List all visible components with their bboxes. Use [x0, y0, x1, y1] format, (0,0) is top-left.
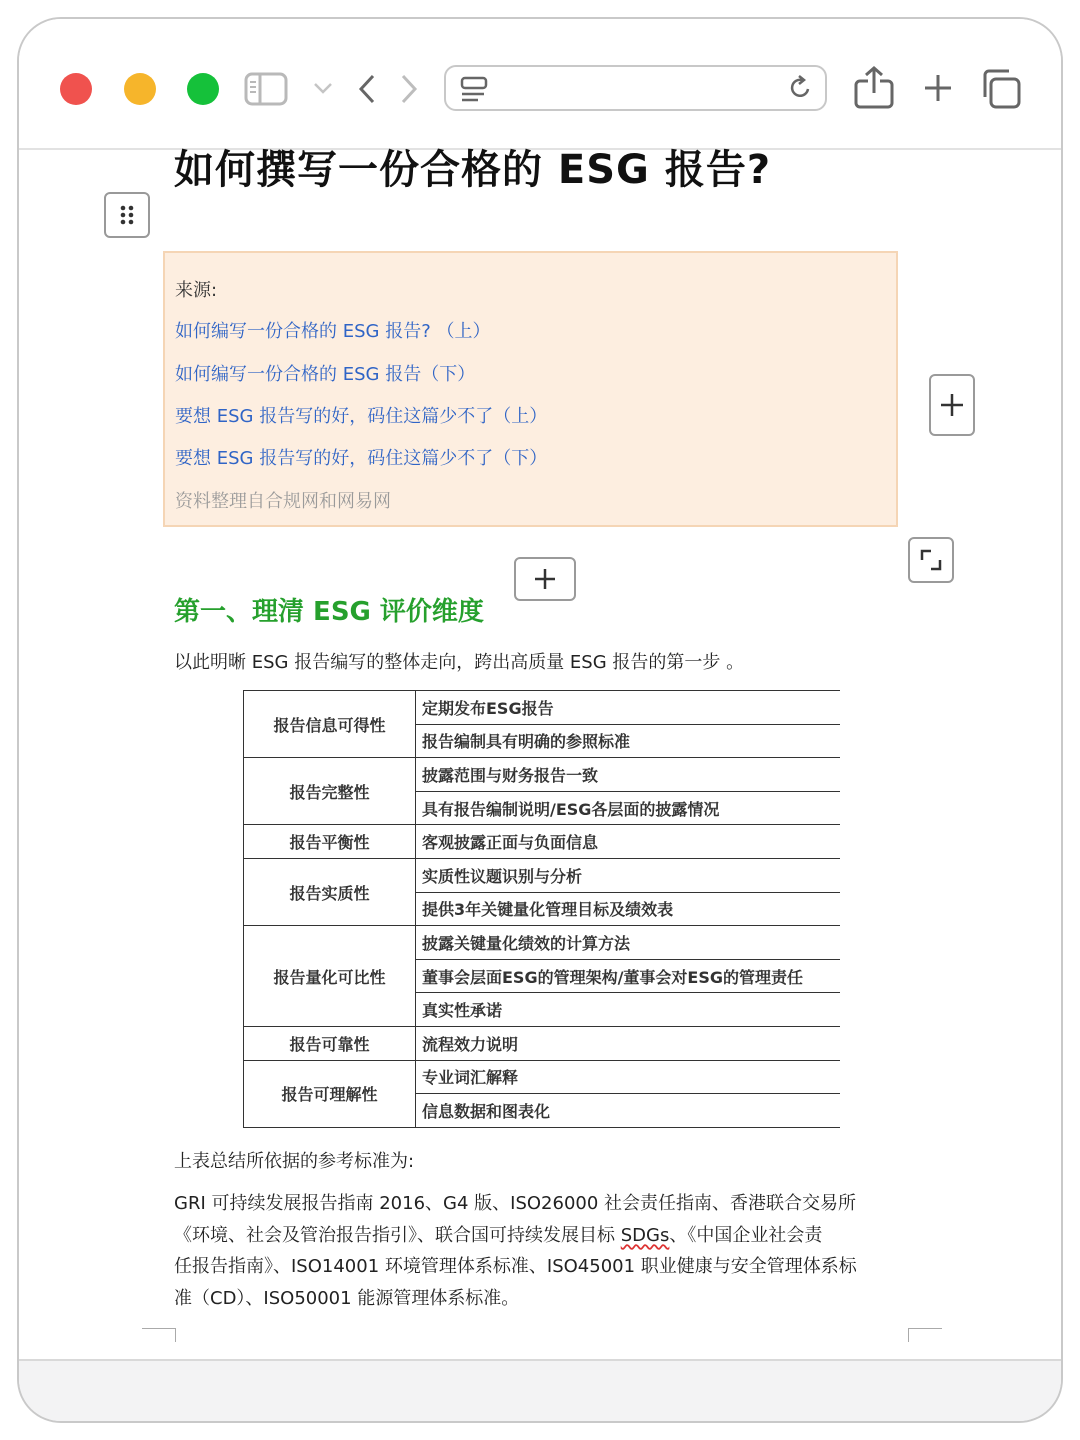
table-item: 披露范围与财务报告一致: [416, 758, 841, 792]
table-row: [244, 825, 841, 859]
table-category: 报告完整性: [244, 758, 416, 825]
table-category: 报告可靠性: [244, 1026, 416, 1060]
table-item: 披露关键量化绩效的计算方法: [416, 926, 841, 960]
table-item: 提供3年关键量化管理目标及绩效表: [416, 892, 841, 926]
site-icon: [460, 76, 488, 106]
paragraph-segment: 《环境、社会及管治报告指引》、联合国可持续发展目标: [174, 1224, 621, 1246]
source-link-4[interactable]: 要想 ESG 报告写的好，码住这篇少不了（下）: [175, 448, 548, 469]
page-corner-mark-left: [142, 1328, 176, 1342]
reload-icon[interactable]: [789, 75, 813, 105]
drag-handle-button[interactable]: [104, 192, 150, 238]
expand-button[interactable]: [908, 537, 954, 583]
paragraph-line: GRI 可持续发展报告指南 2016、G4 版、ISO26000 社会责任指南、香港联合交易所: [174, 1193, 857, 1214]
sidebar-icon[interactable]: [244, 72, 288, 106]
table-category: 报告实质性: [244, 858, 416, 925]
page-title: 如何撰写一份合格的 ESG 报告?: [174, 147, 772, 193]
source-link-1[interactable]: 如何编写一份合格的 ESG 报告? （上）: [175, 321, 491, 342]
close-window-button[interactable]: [60, 73, 92, 105]
paragraph-segment: 、《中国企业社会责: [669, 1224, 823, 1246]
table-item: 流程效力说明: [416, 1026, 841, 1060]
source-label: 来源:: [175, 280, 218, 301]
page-corner-mark-right: [908, 1328, 942, 1342]
esg-dimensions-table: [243, 690, 840, 1128]
address-bar[interactable]: [444, 65, 827, 111]
table-row: [244, 858, 841, 892]
browser-toolbar: [19, 19, 1061, 150]
table-item: 报告编制具有明确的参照标准: [416, 724, 841, 758]
minimize-window-button[interactable]: [124, 73, 156, 105]
section-heading: 第一、理清 ESG 评价维度: [174, 597, 484, 627]
browser-bottom-bar: [19, 1359, 1061, 1421]
table-item: 真实性承诺: [416, 993, 841, 1027]
table-item: 定期发布ESG报告: [416, 691, 841, 725]
table-row: [244, 1026, 841, 1060]
new-tab-icon[interactable]: [923, 73, 953, 103]
table-item: 具有报告编制说明/ESG各层面的披露情况: [416, 791, 841, 825]
drag-handle-icon: [119, 204, 135, 226]
table-category: 报告量化可比性: [244, 926, 416, 1027]
table-row: [244, 926, 841, 960]
plus-icon: [939, 392, 965, 418]
summary-label: 上表总结所依据的参考标准为:: [174, 1151, 415, 1172]
table-row: [244, 691, 841, 725]
table-item: 信息数据和图表化: [416, 1094, 841, 1128]
zoom-window-button[interactable]: [187, 73, 219, 105]
source-note: 资料整理自合规网和网易网: [175, 491, 391, 512]
share-icon[interactable]: [852, 65, 896, 111]
table-category: 报告可理解性: [244, 1060, 416, 1127]
paragraph-line: 任报告指南》、ISO14001 环境管理体系标准、ISO45001 职业健康与安全管理体系标: [174, 1256, 857, 1277]
paragraph-line: 准（CD）、ISO50001 能源管理体系标准。: [174, 1287, 520, 1309]
source-link-2[interactable]: 如何编写一份合格的 ESG 报告（下）: [175, 364, 476, 385]
add-block-button-center[interactable]: [514, 557, 576, 601]
table-item: 实质性议题识别与分析: [416, 858, 841, 892]
table-category: 报告平衡性: [244, 825, 416, 859]
chevron-down-icon[interactable]: [313, 81, 333, 95]
table-item: 董事会层面ESG的管理架构/董事会对ESG的管理责任: [416, 959, 841, 993]
table-item: 专业词汇解释: [416, 1060, 841, 1094]
table-item: 客观披露正面与负面信息: [416, 825, 841, 859]
table-row: [244, 1060, 841, 1094]
plus-icon: [533, 567, 557, 591]
add-block-button-right[interactable]: [929, 374, 975, 436]
back-icon[interactable]: [357, 73, 377, 105]
paragraph-line: [174, 1220, 914, 1252]
expand-icon: [918, 547, 944, 573]
tabs-overview-icon[interactable]: [979, 67, 1023, 111]
source-callout: [163, 251, 898, 527]
standards-paragraph: [174, 1188, 914, 1314]
forward-icon[interactable]: [399, 73, 419, 105]
section-intro: 以此明晰 ESG 报告编写的整体走向，跨出高质量 ESG 报告的第一步 。: [174, 652, 745, 673]
table-category: 报告信息可得性: [244, 691, 416, 758]
table-row: [244, 758, 841, 792]
source-link-3[interactable]: 要想 ESG 报告写的好，码住这篇少不了（上）: [175, 406, 548, 427]
spellcheck-word[interactable]: SDGs: [620, 1224, 670, 1246]
